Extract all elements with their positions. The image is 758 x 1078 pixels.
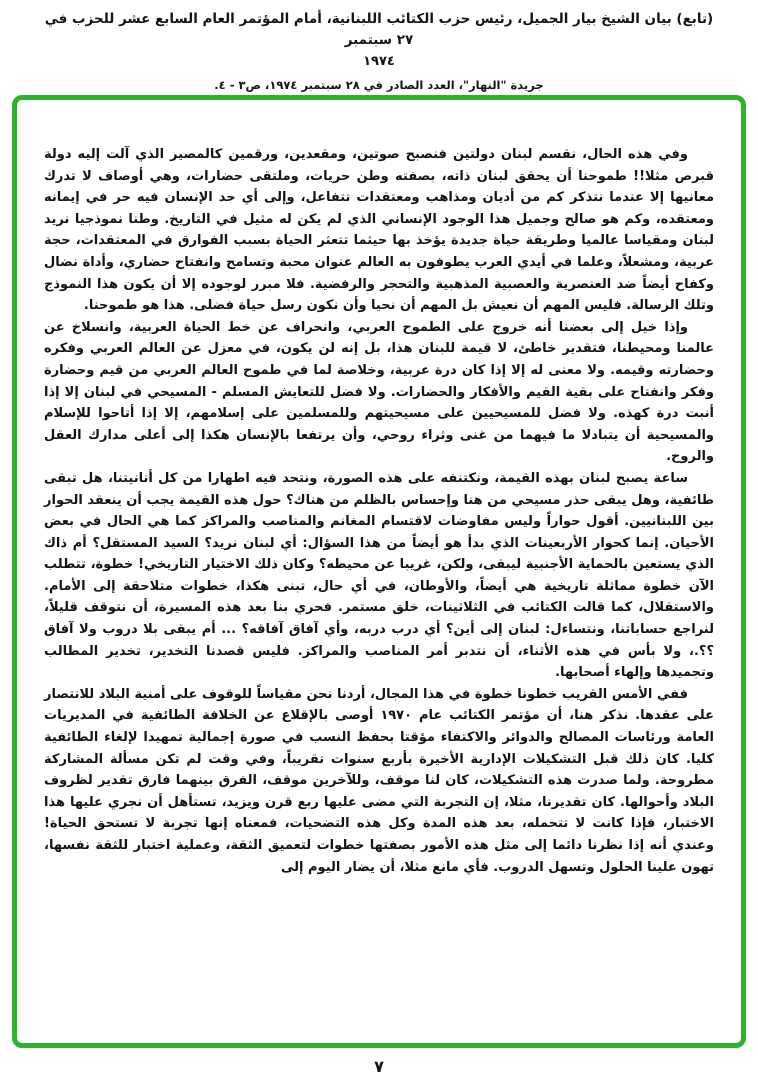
paragraph: وإذا خيل إلى بعضنا أنه خروج على الطموح العربي، وانحراف عن خط الحياة العربية، وانسلاخ عن عالمنا ومحيطنا، فتقدير خاطئ، لا قيمة للبنان هذا، بل إنه لن يكون، في معزل عن العالم العربي وفكره وحضارته وقيمه. ولا معنى له إلا إذا كان درة عربية، وخلاصة لما في طموح العالم العربي من قيم وحضارة وفكر وانفتاح على بقية القيم والأفكار والحضارات. ولا فضل للتعايش المسلم - المسيحي في لبنان إلا إذا أنبت درة كهذه. ولا فضل للمسيحيين على مسيحيتهم وللمسلمين على إسلامهم، إلا إذا أتاحوا للإسلام والمسيحية أن يتبادلا ما فيهما من غنى وثراء روحي، وأن يرتفعا بالإنسان هكذا إلى أعلى مدارك العقل والروح. (44, 319, 714, 465)
paragraph: ساعة يصبح لبنان بهذه القيمة، ونكتنفه على هذه الصورة، ونتحد فيه اطهارا من كل أنانيتنا، هل تبقى طائفية، وهل يبقى حذر مسيحي من هنا وإحساس بالظلم من هناك؟ حول هذه القيمة يجب أن ينعقد الحوار بين اللبنانيين. أقول حواراً وليس مفاوضات لاقتسام المغانم والمناصب والمراكز كما هي الحال في بعض الأحيان. إنما كحوار الأربعينات الذي بدأ هو أيضاً من هذا السؤال: أي لبنان نريد؟ السيد المستقل؟ أم ذاك الذي يستعين بالحماية الأجنبية ليبقى، ولكن، غريبا عن محيطه؟ وكان ذلك الاختيار التاريخي! خطوة، تتطلب الآن خطوة مماثلة تاريخية هي أيضاً، والأوطان، في أي حال، تبنى هكذا، خطوات متلاحقة إلى الأمام. والاستقلال، كما قالت الكتائب في الثلاثينات، خلق مستمر. فحري بنا بعد هذه المسيرة، أن نتوقف قليلاً، لنراجع حساباتنا، ونتساءل: لبنان إلى أين؟ أي درب دربه، وأي آفاق آفاقه؟ ... أم يبقى بلا دروب ولا آفاق ؟؟.، ولا بأس في هذه الأثناء، أن نتدبر أمر المناصب والمراكز. فليس قصدنا التخدير، تخدير المطالب وتجميدها وإلهاء أصحابها. (44, 470, 714, 681)
paragraph: وفي هذه الحال، نقسم لبنان دولتين فنصبح صوتين، ومقعدين، ورقمين كالمصير الذي آلت إليه دولة قبرص مثلا!! طموحنا أن يحقق لبنان ذاته، بصفته وطن حريات، وملتقى حضارات، وهي أوصاف لا تدرك معانيها إلا عندما نتذكر كم من أديان ومذاهب ومعتقدات تتفاعل، وإلى أي حد الإنسان فيه حر في إيمانه ومعتقده، وكم هو صالح وجميل هذا الوجود الإنساني الذي لم يكن له مثيل في التاريخ. وطنا نموذجيا نريد لبنان ومقياسا عالميا وطريقة حياة جديدة يؤخذ بها حيثما تتعثر الحياة بسبب الفوارق في المعتقدات، حجة عربية، ومشعلاً، وعلما في أيدي العرب يطوفون به العالم عنوان محبة وتسامح وانفتاح حضاري، وأداة نضال وكفاح أيضاً ضد العنصرية والعصبية المذهبية والتحجر والرفضية. فلا مبرر لوجوده إلا أن يكون هذا النموذج وتلك الرسالة. فليس المهم أن نعيش بل المهم أن نحيا وأن نكون رسل حياة فضلى. هذا هو طموحنا. (44, 147, 714, 314)
header-source-line: جريدة "النهار"، العدد الصادر في ٢٨ سبتمبر ١٩٧٤، ص٣ - ٤. (214, 77, 544, 92)
body-text (44, 144, 714, 878)
header-year: ١٩٧٤ (363, 53, 395, 69)
paragraph: ففي الأمس القريب خطونا خطوة في هذا المجال، أردنا نحن مقياساً للوقوف على أمنية البلاد للانتصار على عقدها. نذكر هنا، أن مؤتمر الكتائب عام ١٩٧٠ أوصى بالإقلاع عن الخلافة الطائفية في المديريات العامة ورئاسات المصالح والدوائر والاكتفاء مؤقتا بحفظ النسب في صورة إجمالية تمهيدا لإلغاء الطائفية كليا. كان ذلك قبل التشكيلات الإدارية الأخيرة بأربع سنوات تقريباً، وفي وقت لم تكن مسألة المشاركة مطروحة. ولما صدرت هذه التشكيلات، كان لنا موقف، وللآخرين موقف، الفرق بينهما فارق تقدير لظروف البلاد وأحوالها. كان تقديرنا، مثلا، إن التجربة التي مضى عليها ربع قرن ويزيد، تستأهل أن نجري عليها هذا الاختبار، فإذا كانت لا تتحمله، بعد هذه المدة وكل هذه التضحيات، فمعناه إنها تجربة لا تستحق الحياة! وعندي أنه إذا نظرنا دائما إلى مثل هذه الأمور بصفتها خطوات لتعميق الثقة، وعملية اختبار للثقة نفسها، تهون علينا الحلول وتسهل الدروب. فأي مانع مثلا، أن يضار اليوم إلى (44, 686, 714, 875)
page-number: ٧ (374, 1057, 384, 1076)
header-title-line: (تابع) بيان الشيخ بيار الجميل، رئيس حزب الكتائب اللبنانية، أمام المؤتمر العام السابع عشر للحزب في ٢٧ سبتمبر (44, 11, 714, 48)
text-frame (12, 95, 746, 1048)
document-header (0, 0, 758, 92)
